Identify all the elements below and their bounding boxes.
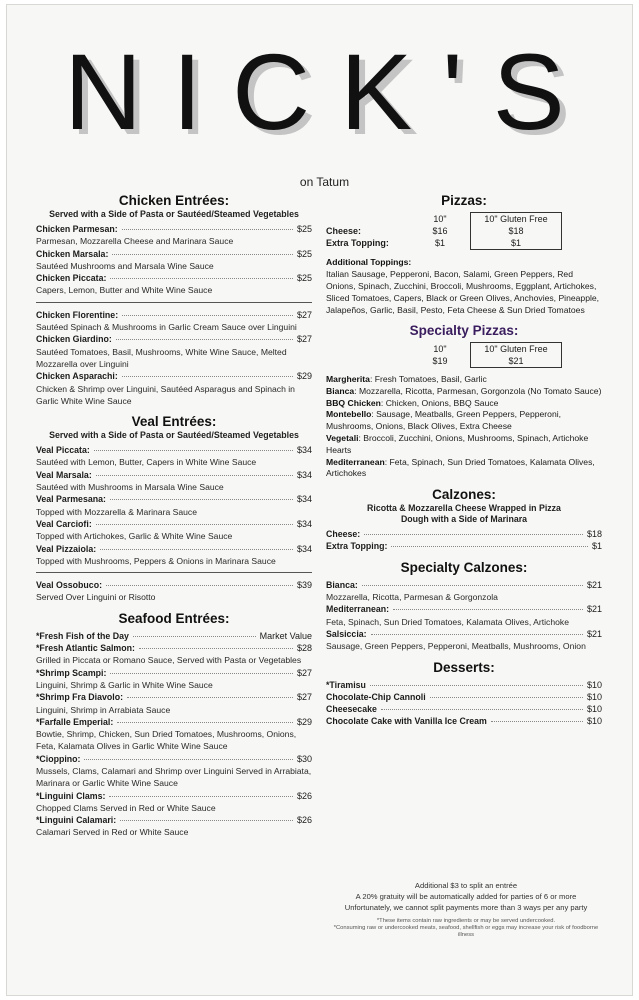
menu-item-chicken-marsala: Chicken Marsala: $25 Sautéed Mushrooms and Marsala Wine Sauce — [36, 248, 312, 271]
specialty-calzone-mediterranean: Mediterranean: $21 Feta, Spinach, Sun Dried Tomatoes, Kalamata Olives, Artichoke — [326, 604, 602, 627]
dessert-cannoli: Chocolate-Chip Cannoli $10 — [326, 691, 602, 702]
dessert-cheesecake: Cheesecake $10 — [326, 704, 602, 715]
footer-split-fee: Additional $3 to split an entrée — [414, 881, 518, 890]
menu-item-fresh-fish: *Fresh Fish of the Day Market Value — [36, 630, 312, 641]
footer-payment-note: Unfortunately, we cannot split payments more than 3 ways per any party — [344, 903, 588, 912]
calzone-cheese: Cheese: $18 — [326, 529, 602, 540]
menu-item-atlantic-salmon: *Fresh Atlantic Salmon: $28 Grilled in Piccata or Romano Sauce, Served with Pasta or Vegetables — [36, 643, 312, 666]
pizza-gf-label: 10" Gluten Free — [471, 213, 562, 226]
menu-item-linguini-calamari: *Linguini Calamari: $26 Calamari Served in Red or White Sauce — [36, 815, 312, 838]
menu-item-cioppino: *Cioppino: $30 Mussels, Clams, Calamari and Shrimp over Linguini Served in Arrabiata, Marinara or Garlic White Wine Sauce — [36, 753, 312, 789]
additional-toppings: Additional Toppings: Italian Sausage, Pepperoni, Bacon, Salami, Green Peppers, Red Onions, Spinach, Zucchini, Broccoli, Mushrooms, Eggplant, Artichokes, Sliced Tomatoes, Capers, Black or Green Olives, Anchovies, Pineapple, Jalapeños, Garlic, Basil, Pesto, Feta Cheese & Sun Dried Tomatoes — [326, 257, 600, 315]
left-column — [36, 192, 312, 839]
calzone-extra-topping: Extra Topping: $1 — [326, 541, 602, 552]
menu-item-veal-carciofi: Veal Carciofi: $34 Topped with Artichokes, Garlic & White Wine Sauce — [36, 518, 312, 542]
specialty-calzone-bianca: Bianca: $21 Mozzarella, Ricotta, Parmesan & Gorgonzola — [326, 579, 602, 603]
menu-item-veal-pizzaiola: Veal Pizzaiola: $34 Topped with Mushrooms, Peppers & Onions in Marinara Sauce — [36, 543, 312, 566]
specialty-pizza-bianca: Bianca: Mozzarella, Ricotta, Parmesan, Gorgonzola (No Tomato Sauce) — [326, 385, 602, 396]
menu-item-shrimp-scampi: *Shrimp Scampi: $27 Linguini, Shrimp & Garlic in White Wine Sauce — [36, 667, 312, 690]
menu-item-veal-ossobuco: Veal Ossobuco: $39 Served Over Linguini or Risotto — [36, 580, 312, 603]
calzones-section-subtitle: Ricotta & Mozzarella Cheese Wrapped in Pizza Dough with a Side of Marinara — [367, 503, 561, 525]
specialty-pizza-price-table: 10" 10" Gluten Free $19 $21 — [326, 342, 562, 368]
menu-item-veal-parmesana: Veal Parmesana: $34 Topped with Mozzarella & Marinara Sauce — [36, 494, 312, 517]
menu-item-chicken-asparachi: Chicken Asparachi: $29 Chicken & Shrimp over Linguini, Sautéed Asparagus and Spinach in Garlic White Wine Sauce — [36, 371, 312, 406]
specialty-pizza-mediterranean: Mediterranean: Feta, Spinach, Sun Dried Tomatoes, Kalamata Olives, Artichokes — [326, 456, 595, 479]
menu-footer — [330, 880, 602, 939]
restaurant-subtitle: on Tatum — [299, 175, 350, 189]
menu-item-veal-piccata: Veal Piccata: $34 Sautéed with Lemon, Butter, Capers in White Wine Sauce — [36, 445, 312, 468]
veal-section-title: Veal Entrées: — [131, 414, 217, 430]
pizzas-section-title: Pizzas: — [441, 193, 487, 208]
specialty-pizza-montebello: Montebello: Sausage, Meatballs, Green Peppers, Pepperoni, Mushrooms, Onions, Black Olives, Extra Cheese — [326, 409, 562, 432]
menu-item-shrimp-fra-diavolo: *Shrimp Fra Diavolo: $27 Linguini, Shrimp in Arrabiata Sauce — [36, 692, 312, 715]
specialty-calzones-title: Specialty Calzones: — [400, 559, 528, 575]
specialty-pizza-margherita: Margherita: Fresh Tomatoes, Basil, Garlic — [326, 374, 487, 384]
specialty-calzone-salsiccia: Salsiccia: $21 Sausage, Green Peppers, Pepperoni, Meatballs, Mushrooms, Onion — [326, 628, 602, 652]
chicken-section-title: Chicken Entrées: — [118, 193, 230, 208]
calzones-section-title: Calzones: — [432, 487, 496, 503]
section-divider — [36, 572, 312, 573]
menu-item-linguini-clams: *Linguini Clams: $26 Chopped Clams Served in Red or White Sauce — [36, 790, 312, 813]
dessert-tiramisu: *Tiramisu $10 — [326, 679, 602, 690]
menu-item-veal-marsala: Veal Marsala: $34 Sautéed with Mushrooms in Marsala Wine Sauce — [36, 469, 312, 493]
menu-item-chicken-florentine: Chicken Florentine: $27 Sautéed Spinach & Mushrooms in Garlic Cream Sauce over Linguini — [36, 309, 312, 333]
menu-item-chicken-parmesan: Chicken Parmesan: $25 Parmesan, Mozzarella Cheese and Marinara Sauce — [36, 224, 312, 247]
veal-section-subtitle: Served with a Side of Pasta or Sautéed/Steamed Vegetables — [49, 430, 299, 441]
pizza-price-table: 10" 10" Gluten Free Cheese: $16 $18 Extra Topping: $1 $1 — [326, 212, 562, 250]
footer-raw-note: *These items contain raw ingredients or may be served undercooked. — [376, 918, 556, 924]
specialty-pizzas-title: Specialty Pizzas: — [409, 323, 519, 338]
dessert-chocolate-cake: Chocolate Cake with Vanilla Ice Cream $10 — [326, 716, 602, 727]
menu-item-chicken-giardino: Chicken Giardino: $27 Sautéed Tomatoes, Basil, Mushrooms, White Wine Sauce, Melted Mozzarella over Linguini — [36, 334, 312, 369]
desserts-section-title: Desserts: — [433, 659, 495, 675]
chicken-section-subtitle: Served with a Side of Pasta or Sautéed/Steamed Vegetables — [49, 209, 299, 219]
specialty-pizza-bbq-chicken: BBQ Chicken: Chicken, Onions, BBQ Sauce — [326, 397, 499, 408]
menu-item-chicken-piccata: Chicken Piccata: $25 Capers, Lemon, Butter and White Wine Sauce — [36, 273, 312, 296]
specialty-pizza-vegetali: Vegetali: Broccoli, Zucchini, Onions, Mushrooms, Spinach, Artichoke Hearts — [326, 432, 589, 455]
footer-gratuity: A 20% gratuity will be automatically added for parties of 6 or more — [355, 892, 577, 901]
section-divider — [36, 302, 312, 303]
footer-health-warning: *Consuming raw or undercooked meats, seafood, shellfish or eggs may increase your risk of foodborne illness — [333, 925, 599, 938]
menu-item-farfalle-emperial: *Farfalle Emperial: $29 Bowtie, Shrimp, Chicken, Sun Dried Tomatoes, Mushrooms, Onions, Feta, Kalamata Olives in Garlic White Wine Sauce — [36, 716, 312, 752]
pizza-size-label: 10" — [433, 213, 447, 224]
right-column — [326, 192, 602, 728]
restaurant-logo: NICK'S — [64, 31, 595, 152]
seafood-section-title: Seafood Entrées: — [118, 610, 230, 626]
